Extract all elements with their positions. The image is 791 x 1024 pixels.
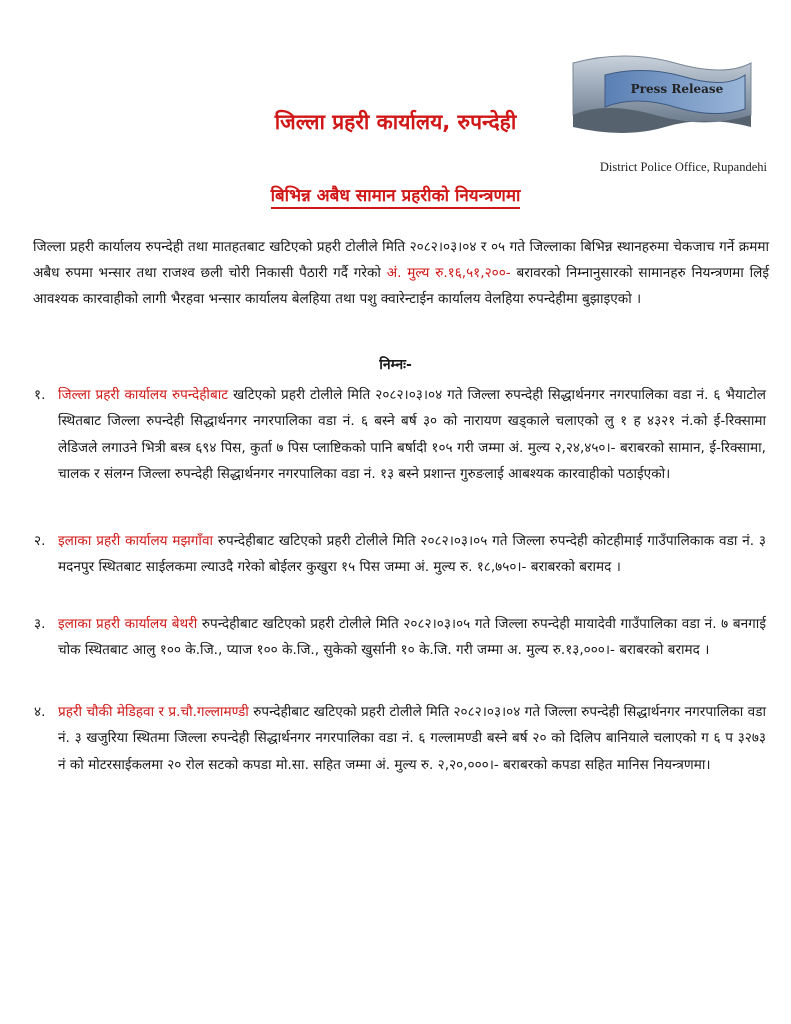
intro-amount-highlight: अं. मुल्य रु.१६,५१,२००-	[386, 265, 511, 282]
list-item-unit: जिल्ला प्रहरी कार्यालय रुपन्देहीबाट	[58, 387, 229, 403]
list-item-text	[58, 528, 766, 581]
list-item-text	[58, 699, 766, 778]
office-name-english: District Police Office, Rupandehi	[599, 160, 767, 174]
subtitle-text: बिभिन्न अबैध सामान प्रहरीको नियन्त्रणमा	[271, 186, 521, 209]
list-item-number: ४.	[34, 704, 46, 720]
list-item-unit: इलाका प्रहरी कार्यालय मझगाँवा	[58, 533, 214, 549]
intro-text-after: बरावरको निम्नानुसारको सामानहरु नियन्त्रणमा लिई आवश्यक कारवाहीको लागी भैरहवा भन्सार कार्यालय बेलहिया तथा पशु क्वारेन्टाईन कार्यालय वेलहिया रुपन्देहीमा बुझाइएको ।	[33, 265, 769, 308]
list-item-number: १.	[34, 387, 46, 403]
list-item-text	[58, 611, 766, 664]
list-item-body: रुपन्देहीबाट खटिएको प्रहरी टोलीले मिति २०८२।०३।०४ गते जिल्ला रुपन्देही सिद्धार्थनगर नगरपालिका वडा नं. ३ खजुरिया स्थितमा जिल्ला रुपन्देही सिद्धार्थनगर नगरपालिका वडा नं. ६ गल्लामण्डी बस्ने बर्ष २० को दिलिप बानियाले चलाएको ग ६ प ३२७३ नं को मोटरसाईकलमा २० रोल सटको कपडा मो.सा. सहित जम्मा अं. मुल्य रु. २,२०,०००।- बराबरको कपडा सहित मानिस नियन्त्रणमा।	[58, 704, 766, 773]
list-item-unit: इलाका प्रहरी कार्यालय बेथरी	[58, 616, 198, 632]
press-release-label: Press Release	[630, 82, 724, 96]
list-item-number: ३.	[34, 616, 46, 632]
list-item-body: रुपन्देहीबाट खटिएको प्रहरी टोलीले मिति २०८२।०३।०५ गते जिल्ला रुपन्देही मायादेवी गाउँपालिका वडा नं. ७ बनगाई चोक स्थितबाट आलु १०० के.जि., प्याज १०० के.जि., सुकेको खुर्सानी १० के.जि. गरी जम्मा अ. मुल्य रु.१३,०००।- बराबरको बरामद ।	[58, 616, 766, 659]
intro-text-before: जिल्ला प्रहरी कार्यालय रुपन्देही तथा मातहतबाट खटिएको प्रहरी टोलीले मिति २०८२।०३।०४ र ०५ गते जिल्लाका बिभिन्न स्थानहरुमा चेकजाच गर्ने क्रममा अबैध रुपमा भन्सार तथा राजश्व छली चोरी निकासी पैठारी गर्दै गरेको	[33, 239, 769, 282]
list-item-unit: प्रहरी चौकी मेडिहवा र प्र.चौ.गल्लामण्डी	[58, 704, 249, 720]
intro-paragraph	[33, 234, 769, 313]
list-item-body: खटिएको प्रहरी टोलीले मिति २०८२।०३।०४ गते जिल्ला रुपन्देही सिद्धार्थनगर नगरपालिका वडा नं. ६ भैयाटोल स्थितबाट जिल्ला रुपन्देही सिद्धार्थनगर नगरपालिका वडा नं. ६ बस्ने बर्ष ३० को नारायण खड्काले चलाएको लु १ ह ४३२१ नं.को ई-रिक्सामा लेडिजले लगाउने भित्री बस्त्र ६९४ पिस, कुर्ता ७ पिस प्लाष्टिकको पानि बर्षादी १०५ गरी जम्मा अं. मुल्य २,२४,४५०।- बराबरको सामान, ई-रिक्सामा, चालक र संलग्न जिल्ला रुपन्देही सिद्धार्थनगर नगरपालिका वडा नं. १३ बस्ने प्रशान्त गुरुङलाई आबश्यक कारवाहीको पठाईएको।	[58, 387, 766, 483]
page-title: जिल्ला प्रहरी कार्यालय, रुपन्देही	[274, 110, 517, 134]
list-item-text	[58, 382, 766, 488]
list-item-number: २.	[34, 533, 46, 549]
page-subtitle	[0, 183, 791, 206]
list-item-body: रुपन्देहीबाट खटिएको प्रहरी टोलीले मिति २०८२।०३।०५ गते जिल्ला रुपन्देही कोटहीमाई गाउँपालिकाक वडा नं. ३ मदनपुर स्थितबाट साईलकमा ल्याउदै गरेको बोईलर कुखुरा १५ पिस जम्मा अं. मुल्य रु. १८,७५०।- बराबरको बरामद ।	[58, 533, 766, 576]
list-heading: निम्नः-	[379, 357, 412, 373]
